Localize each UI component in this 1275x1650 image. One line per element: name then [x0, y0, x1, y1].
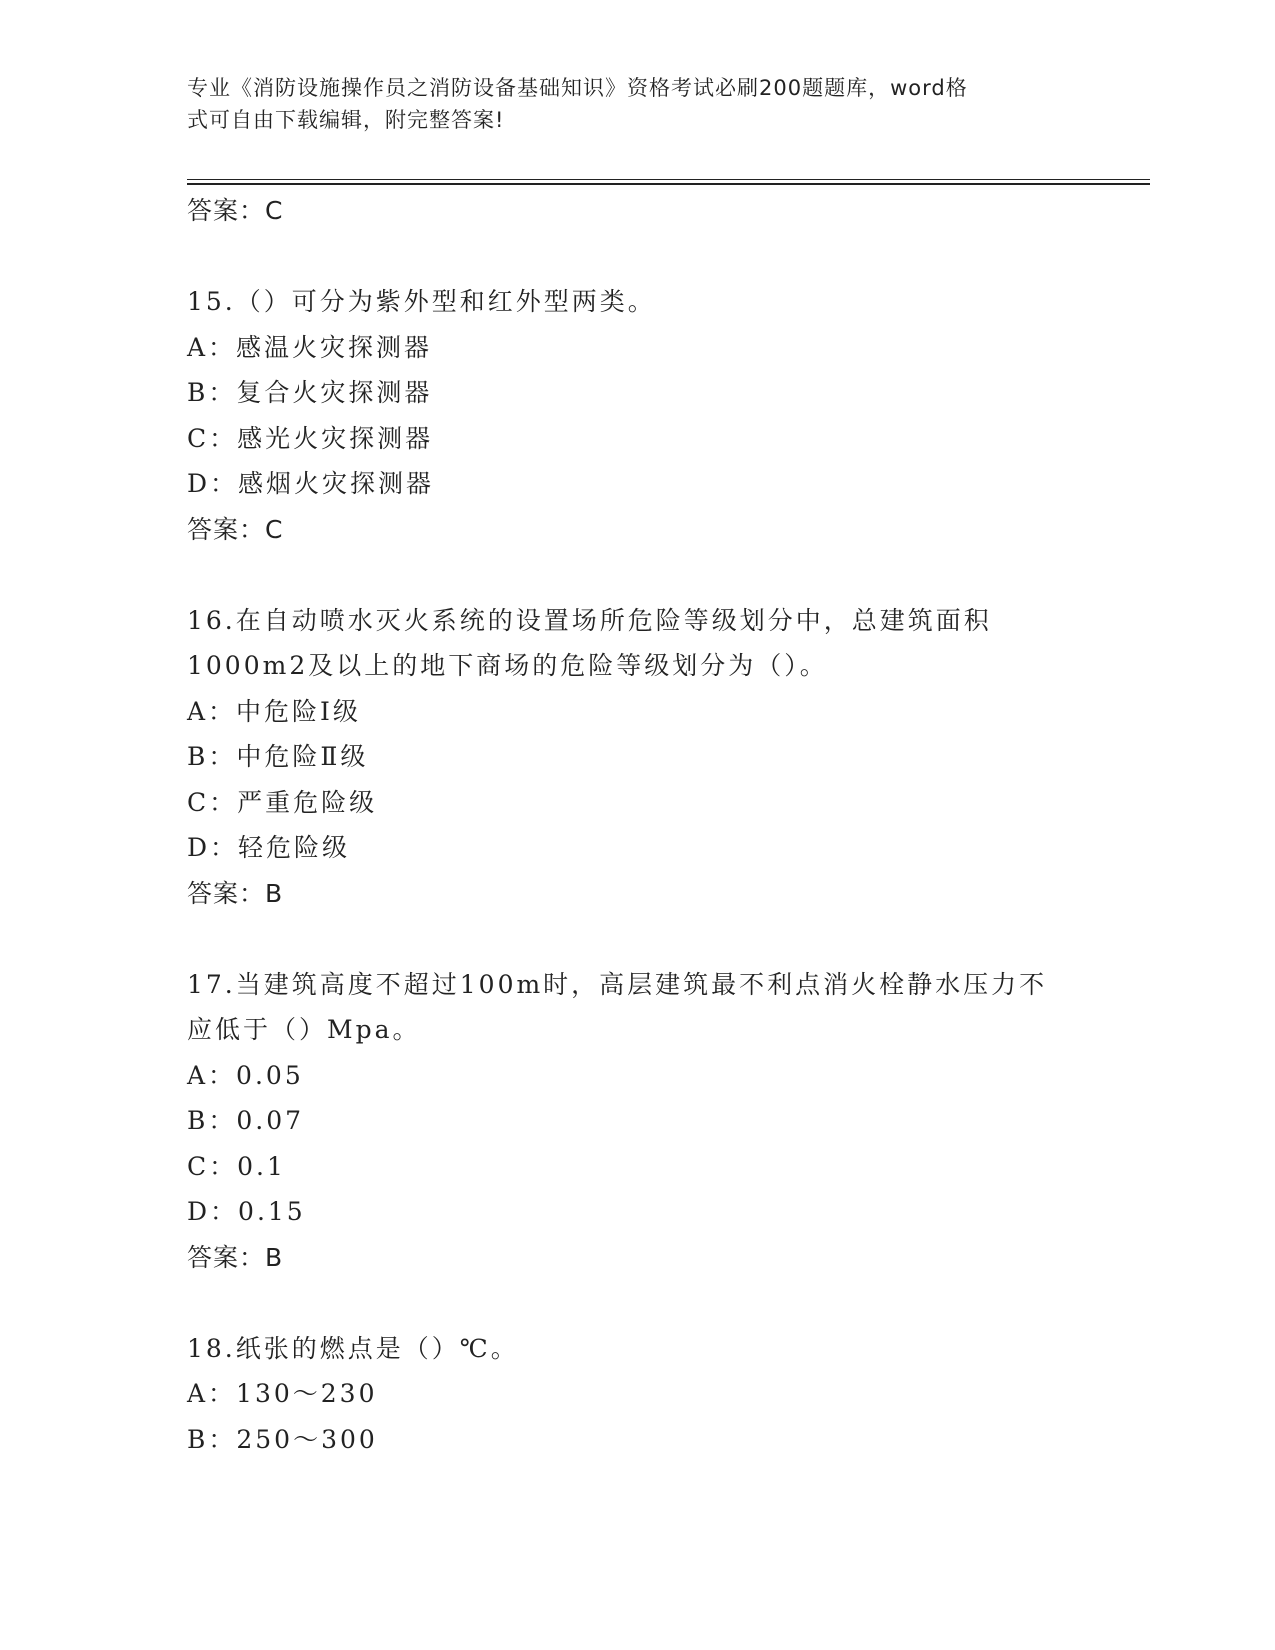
- option-b: B：0.07: [187, 1106, 305, 1135]
- option-d: D：0.15: [187, 1197, 306, 1226]
- header-line-1: 专业《消防设施操作员之消防设备基础知识》资格考试必刷200题题库，word格: [187, 76, 968, 100]
- question-stem-continued: 1000m2及以上的地下商场的危险等级划分为（）。: [187, 651, 828, 680]
- question-15: [187, 279, 1087, 552]
- spacer: [187, 552, 1087, 598]
- question-17: [187, 962, 1087, 1281]
- previous-answer: 答案：C: [187, 196, 284, 225]
- question-18: [187, 1326, 1087, 1463]
- option-a: A：130～230: [187, 1379, 378, 1408]
- question-stem-continued: 应低于（）Mpa。: [187, 1015, 421, 1044]
- spacer: [187, 234, 1087, 280]
- question-stem: 16.在自动喷水灭火系统的设置场所危险等级划分中，总建筑面积: [187, 605, 992, 635]
- header-divider-thin: [187, 179, 1150, 180]
- spacer: [187, 1280, 1087, 1326]
- option-a: A：0.05: [187, 1060, 304, 1090]
- answer: 答案：C: [187, 514, 284, 544]
- option-a: A：感温火灾探测器: [187, 332, 433, 362]
- spacer: [187, 916, 1087, 962]
- question-stem: 15.（）可分为紫外型和红外型两类。: [187, 287, 656, 316]
- option-c: C：感光火灾探测器: [187, 423, 434, 453]
- option-b: B：复合火灾探测器: [187, 378, 433, 407]
- question-stem: 18.纸张的燃点是（）℃。: [187, 1333, 519, 1363]
- option-c: C：0.1: [187, 1151, 286, 1181]
- option-b: B：250～300: [187, 1424, 378, 1454]
- question-16: [187, 598, 1087, 917]
- question-list: [187, 188, 1087, 1462]
- answer: 答案：B: [187, 878, 284, 908]
- question-stem: 17.当建筑高度不超过100m时，高层建筑最不利点消火栓静水压力不: [187, 969, 1048, 999]
- option-d: D：轻危险级: [187, 833, 351, 862]
- answer: 答案：B: [187, 1242, 284, 1272]
- header-line-2: 式可自由下载编辑，附完整答案!: [187, 108, 505, 132]
- option-a: A：中危险Ⅰ级: [187, 696, 361, 726]
- option-b: B：中危险Ⅱ级: [187, 742, 369, 771]
- option-c: C：严重危险级: [187, 787, 378, 817]
- header-divider-thick: [187, 183, 1150, 185]
- document-header: [187, 72, 1087, 136]
- option-d: D：感烟火灾探测器: [187, 469, 435, 498]
